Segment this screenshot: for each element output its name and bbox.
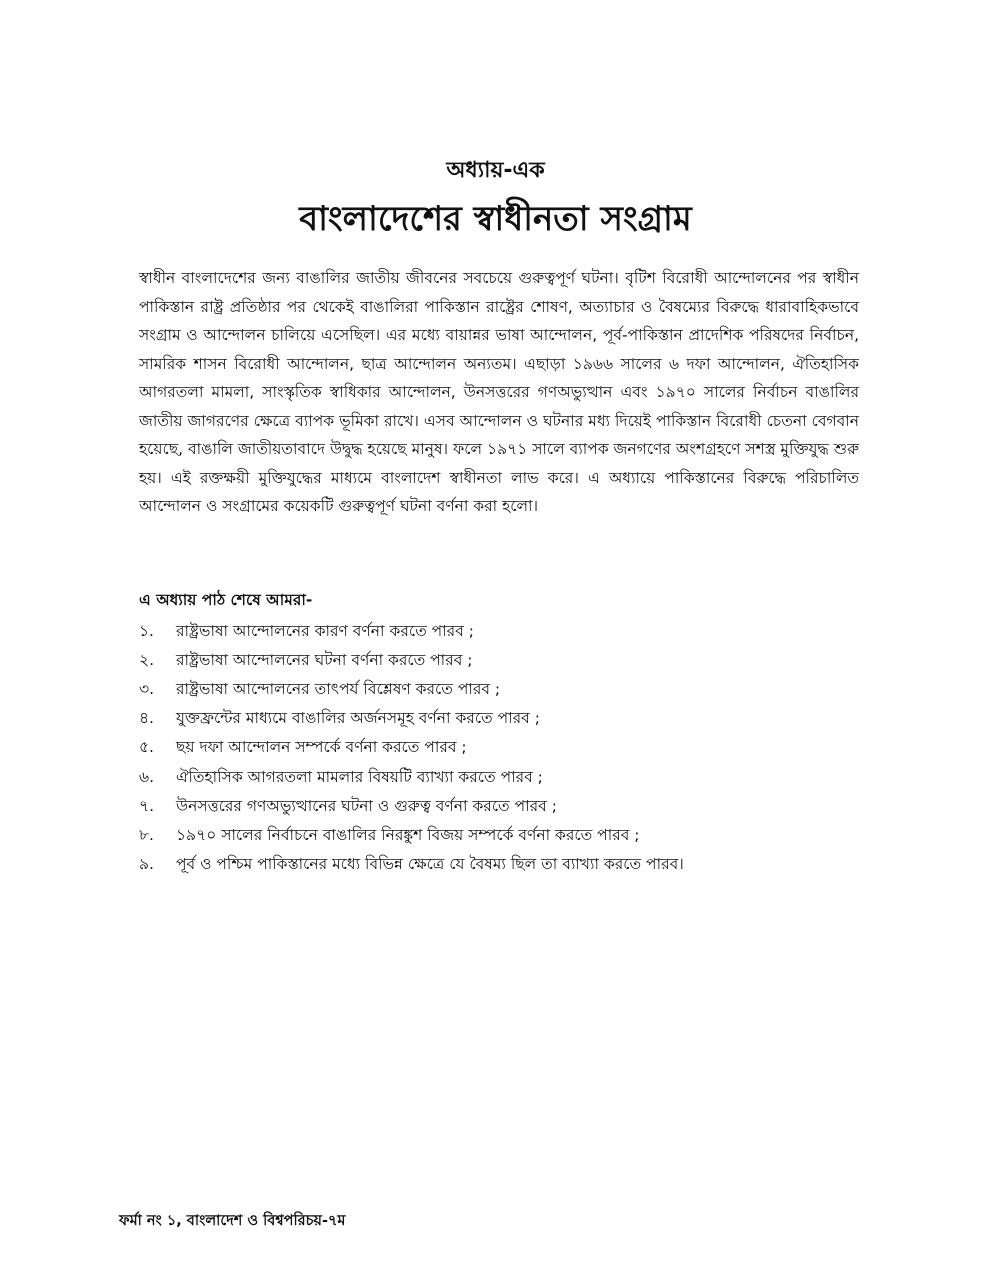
objective-number: ৪. [139,709,154,728]
objective-item [139,617,859,646]
page-footer: ফর্মা নং ১, বাংলাদেশ ও বিশ্বপরিচয়-৭ম [119,1213,346,1229]
objective-item [139,851,859,880]
chapter-title: বাংলাদেশের স্বাধীনতা সংগ্রাম [299,199,692,239]
objective-text: রাষ্ট্রভাষা আন্দোলনের তাৎপর্য বিশ্লেষণ করতে পারব ; [176,679,501,698]
objective-item [139,675,859,704]
objective-number: ৯. [139,855,154,874]
objective-number: ৭. [139,796,155,815]
objective-text: রাষ্ট্রভাষা আন্দোলনের ঘটনা বর্ণনা করতে পারব ; [176,650,473,669]
objective-text: ঐতিহাসিক আগরতলা মামলার বিষয়টি ব্যাখ্যা করতে পারব ; [176,767,543,786]
objective-text: যুক্তফ্রন্টের মাধ্যমে বাঙালির অর্জনসমূহ বর্ণনা করতে পারব ; [176,709,540,728]
objective-text: রাষ্ট্রভাষা আন্দোলনের কারণ বর্ণনা করতে পারব ; [176,621,474,640]
objectives-list [139,617,859,880]
objective-item [139,763,859,792]
objective-item [139,734,859,763]
objective-number: ১. [139,621,154,640]
objective-item [139,646,859,675]
objective-item [139,821,859,850]
chapter-label: অধ্যায়-এক [446,158,545,183]
objective-number: ২. [139,650,155,669]
objective-text: ১৯৭০ সালের নির্বাচনে বাঙালির নিরঙ্কুশ বিজয় সম্পর্কে বর্ণনা করতে পারব ; [176,825,640,844]
objective-number: ৫. [139,738,154,757]
objective-number: ৮. [139,825,154,844]
objective-item [139,705,859,734]
objective-number: ৩. [139,679,155,698]
objective-item [139,792,859,821]
objective-text: উনসত্তরের গণঅভ্যুত্থানের ঘটনা ও গুরুত্ব বর্ণনা করতে পারব ; [176,796,557,815]
objective-number: ৬. [139,767,155,786]
objective-text: পূর্ব ও পশ্চিম পাকিস্তানের মধ্যে বিভিন্ন ক্ষেত্রে যে বৈষম্য ছিল তা ব্যাখ্যা করতে পারব। [176,855,684,874]
intro-paragraph: স্বাধীন বাংলাদেশের জন্য বাঙালির জাতীয় জীবনের সবচেয়ে গুরুত্বপূর্ণ ঘটনা। বৃটিশ বিরোধী আন্দোলনের পর স্বাধীন পাকিস্তান রাষ্ট্র প্রতিষ্ঠার পর থেকেই বাঙালিরা পাকিস্তান রাষ্ট্রের শোষণ, অত্যাচার ও বৈষম্যের বিরুদ্ধে ধারাবাহিকভাবে সংগ্রাম ও আন্দোলন চালিয়ে এসেছিল। এর মধ্যে বায়ান্নর ভাষা আন্দোলন, পূর্ব-পাকিস্তান প্রাদেশিক পরিষদের নির্বাচন, সামরিক শাসন বিরোধী আন্দোলন, ছাত্র আন্দোলন অন্যতম। এছাড়া ১৯৬৬ সালের ৬ দফা আন্দোলন, ঐতিহাসিক আগরতলা মামলা, সাংস্কৃতিক স্বাধিকার আন্দোলন, উনসত্তরের গণঅভ্যুত্থান এবং ১৯৭০ সালের নির্বাচন বাঙালির জাতীয় জাগরণের ক্ষেত্রে ব্যাপক ভূমিকা রাখে। এসব আন্দোলন ও ঘটনার মধ্য দিয়েই পাকিস্তান বিরোধী চেতনা বেগবান হয়েছে, বাঙালি জাতীয়তাবাদে উদ্বুদ্ধ হয়েছে মানুষ। ফলে ১৯৭১ সালে ব্যাপক জনগণের অংশগ্রহণে সশস্ত্র মুক্তিযুদ্ধ শুরু হয়। এই রক্তক্ষয়ী মুক্তিযুদ্ধের মাধ্যমে বাংলাদেশ স্বাধীনতা লাভ করে। এ অধ্যায়ে পাকিস্তানের বিরুদ্ধে পরিচালিত আন্দোলন ও সংগ্রামের কয়েকটি গুরুত্বপূর্ণ ঘটনা বর্ণনা করা হলো। [139,269,859,515]
objectives-heading: এ অধ্যায় পাঠ শেষে আমরা- [139,591,313,609]
objective-text: ছয় দফা আন্দোলন সম্পর্কে বর্ণনা করতে পারব ; [176,738,467,757]
